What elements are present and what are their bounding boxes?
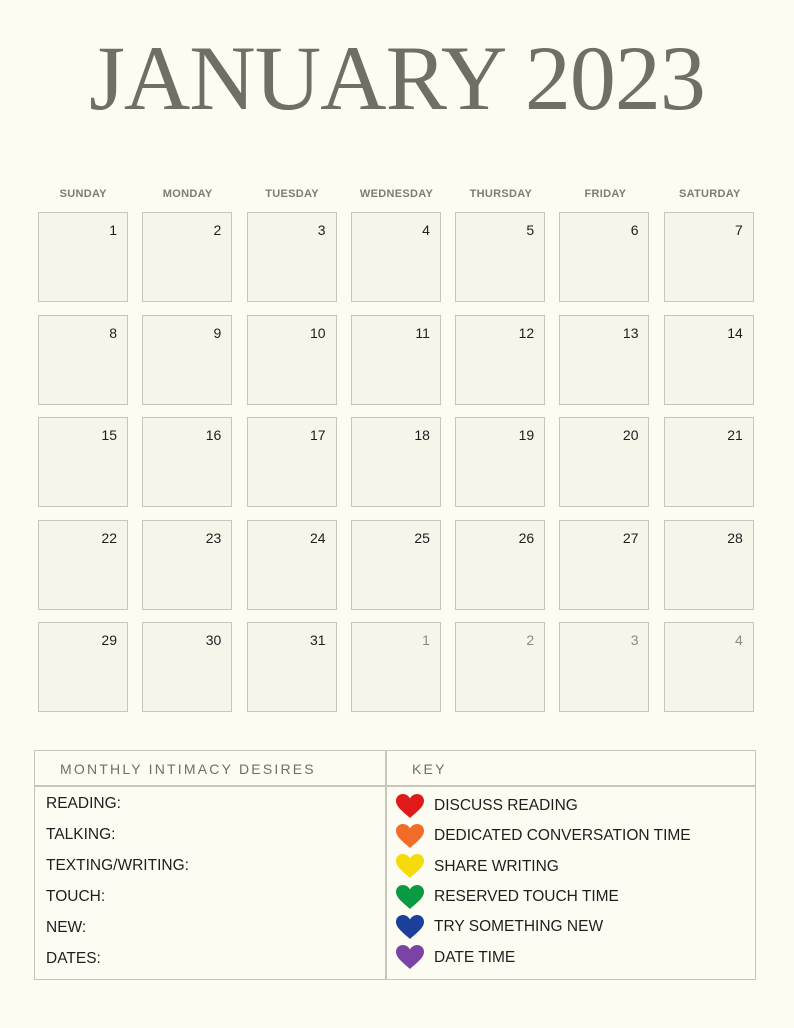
day-cell[interactable]	[38, 315, 128, 405]
day-cell[interactable]	[351, 417, 441, 507]
day-number: 5	[526, 222, 535, 238]
day-cell[interactable]	[247, 622, 337, 712]
weekday-monday: MONDAY	[162, 188, 213, 200]
weekday-friday: FRIDAY	[584, 188, 627, 200]
day-cell[interactable]	[38, 520, 128, 610]
key-item	[396, 882, 691, 912]
day-number: 4	[422, 222, 430, 238]
day-cell[interactable]	[351, 520, 441, 610]
day-cell[interactable]	[455, 212, 545, 302]
day-number: 16	[205, 427, 222, 443]
yellow-heart-icon	[396, 854, 424, 879]
day-number: 12	[518, 324, 535, 341]
day-cell[interactable]	[142, 622, 232, 712]
day-cell[interactable]	[664, 417, 754, 507]
day-number: 23	[205, 529, 222, 546]
day-number: 3	[317, 222, 326, 238]
day-cell[interactable]	[664, 315, 754, 405]
day-cell[interactable]	[559, 212, 649, 302]
day-number: 9	[213, 324, 222, 341]
day-cell-next-month[interactable]	[664, 622, 754, 712]
red-heart-icon	[396, 794, 424, 819]
day-number: 28	[727, 529, 743, 546]
weekday-saturday: SATURDAY	[678, 188, 741, 200]
day-cell-next-month[interactable]	[559, 622, 649, 712]
panel-divider-horizontal	[35, 785, 755, 787]
day-number: 25	[414, 529, 430, 546]
key-item	[396, 821, 691, 851]
day-number: 4	[734, 632, 743, 648]
day-cell[interactable]	[142, 417, 232, 507]
day-number: 31	[310, 632, 326, 648]
key-item-label: DISCUSS READING	[434, 797, 578, 815]
day-number: 18	[414, 427, 430, 443]
day-number: 19	[518, 427, 535, 443]
desire-item: TOUCH:	[46, 888, 106, 905]
day-number: 21	[727, 427, 743, 443]
orange-heart-icon	[396, 824, 424, 849]
day-cell[interactable]	[351, 212, 441, 302]
key-item	[396, 912, 691, 942]
day-cell[interactable]	[351, 315, 441, 405]
day-cell[interactable]	[142, 520, 232, 610]
day-number: 17	[310, 427, 326, 443]
key-item	[396, 791, 691, 821]
key-list	[396, 791, 691, 973]
day-cell[interactable]	[455, 520, 545, 610]
day-number: 30	[205, 632, 222, 648]
weekday-tuesday: TUESDAY	[265, 188, 319, 200]
key-item-label: DEDICATED CONVERSATION TIME	[434, 827, 691, 845]
day-number: 29	[101, 632, 117, 648]
day-number: 10	[310, 324, 326, 341]
key-item-label: DATE TIME	[434, 948, 516, 966]
day-cell[interactable]	[559, 417, 649, 507]
day-cell[interactable]	[142, 315, 232, 405]
day-number: 24	[310, 529, 326, 546]
day-number: 13	[622, 324, 639, 341]
desires-heading: MONTHLY INTIMACY DESIRES	[60, 761, 316, 777]
day-number: 3	[630, 632, 639, 648]
day-number: 26	[518, 529, 535, 546]
key-item-label: TRY SOMETHING NEW	[434, 918, 604, 936]
day-cell-next-month[interactable]	[351, 622, 441, 712]
day-number: 7	[734, 222, 743, 238]
day-number: 22	[101, 529, 117, 546]
weekday-sunday: SUNDAY	[59, 188, 107, 200]
day-number: 1	[422, 632, 430, 648]
day-number: 15	[101, 427, 117, 443]
page-title: JANUARY 2023	[89, 27, 705, 129]
desire-item: DATES:	[46, 950, 101, 967]
day-number: 20	[622, 427, 639, 443]
weekday-header	[31, 188, 762, 200]
weekday-wednesday: WEDNESDAY	[359, 188, 434, 200]
key-item-label: RESERVED TOUCH TIME	[434, 888, 619, 906]
day-number: 2	[213, 222, 222, 238]
day-number: 14	[727, 324, 743, 341]
key-item	[396, 852, 691, 882]
day-number: 11	[415, 324, 430, 341]
desire-item: TALKING:	[46, 826, 116, 843]
day-cell[interactable]	[247, 520, 337, 610]
desire-item: NEW:	[46, 919, 87, 936]
weekday-thursday: THURSDAY	[469, 188, 533, 200]
day-cell[interactable]	[38, 622, 128, 712]
day-number: 8	[109, 324, 117, 341]
day-cell[interactable]	[559, 520, 649, 610]
day-cell[interactable]	[664, 520, 754, 610]
day-cell-next-month[interactable]	[455, 622, 545, 712]
day-cell[interactable]	[142, 212, 232, 302]
day-cell[interactable]	[38, 212, 128, 302]
day-cell[interactable]	[455, 315, 545, 405]
day-cell[interactable]	[559, 315, 649, 405]
day-number: 2	[526, 632, 535, 648]
key-heading: KEY	[412, 761, 447, 777]
day-cell[interactable]	[247, 212, 337, 302]
bottom-panel	[34, 750, 756, 980]
desire-item: TEXTING/WRITING:	[46, 857, 189, 874]
day-number: 27	[622, 529, 639, 546]
day-cell[interactable]	[455, 417, 545, 507]
desires-list	[46, 794, 189, 980]
blue-heart-icon	[396, 915, 424, 940]
key-item	[396, 942, 691, 972]
desire-item: READING:	[46, 795, 121, 812]
day-cell[interactable]	[247, 417, 337, 507]
day-cell[interactable]	[38, 417, 128, 507]
day-number: 1	[109, 222, 117, 238]
day-number: 6	[630, 222, 639, 238]
green-heart-icon	[396, 885, 424, 910]
calendar-grid	[38, 212, 754, 712]
key-item-label: SHARE WRITING	[434, 857, 559, 875]
purple-heart-icon	[396, 945, 424, 970]
day-cell[interactable]	[247, 315, 337, 405]
day-cell[interactable]	[664, 212, 754, 302]
